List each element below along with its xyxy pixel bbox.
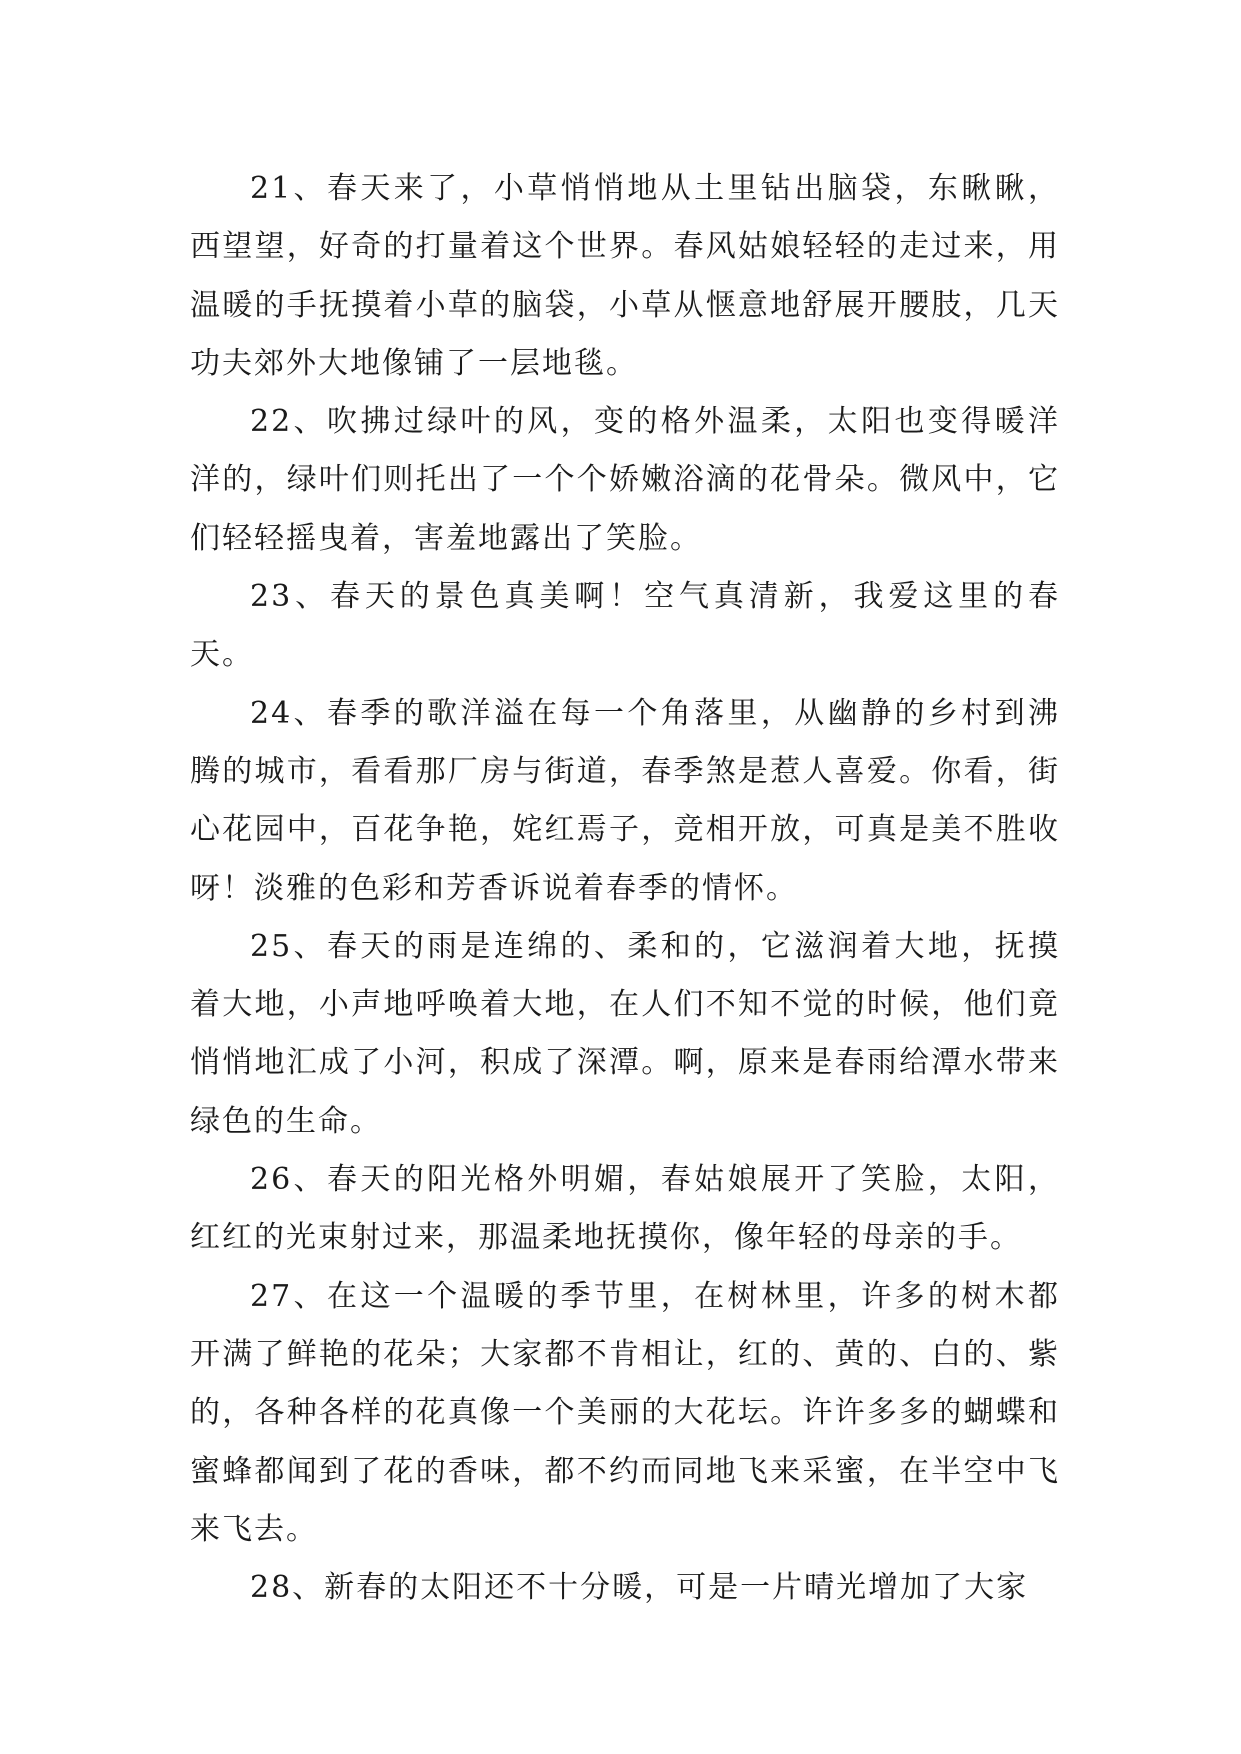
paragraph-28: 28、新春的太阳还不十分暖，可是一片晴光增加了大家 (250, 1570, 1029, 1606)
document-body (190, 160, 1060, 1617)
paragraph-23: 23、春天的景色真美啊！空气真清新，我爱这里的春天。 (190, 579, 1060, 673)
paragraph-21: 21、春天来了，小草悄悄地从土里钻出脑袋，东瞅瞅，西望望，好奇的打量着这个世界。春风姑娘轻轻的走过来，用温暖的手抚摸着小草的脑袋，小草从惬意地舒展开腰肢，几天功夫郊外大地像铺了一层地毯。 (190, 171, 1060, 381)
paragraph-24: 24、春季的歌洋溢在每一个角落里，从幽静的乡村到沸腾的城市，看看那厂房与街道，春季煞是惹人喜爱。你看，街心花园中，百花争艳，姹红焉子，竞相开放，可真是美不胜收呀！淡雅的色彩和芳香诉说着春季的情怀。 (190, 695, 1060, 906)
paragraph-26: 26、春天的阳光格外明媚，春姑娘展开了笑脸，太阳，红红的光束射过来，那温柔地抚摸你，像年轻的母亲的手。 (190, 1162, 1060, 1256)
paragraph-22: 22、吹拂过绿叶的风，变的格外温柔，太阳也变得暖洋洋的，绿叶们则托出了一个个娇嫩浴滴的花骨朵。微风中，它们轻轻摇曳着，害羞地露出了笑脸。 (190, 404, 1060, 556)
paragraph-25: 25、春天的雨是连绵的、柔和的，它滋润着大地，抚摸着大地，小声地呼唤着大地，在人们不知不觉的时候，他们竟悄悄地汇成了小河，积成了深潭。啊，原来是春雨给潭水带来绿色的生命。 (190, 928, 1060, 1139)
paragraph-27: 27、在这一个温暖的季节里，在树林里，许多的树木都开满了鲜艳的花朵；大家都不肯相让，红的、黄的、白的、紫的，各种各样的花真像一个美丽的大花坛。许许多多的蝴蝶和蜜蜂都闻到了花的香味，都不约而同地飞来采蜜，在半空中飞来飞去。 (190, 1278, 1060, 1547)
